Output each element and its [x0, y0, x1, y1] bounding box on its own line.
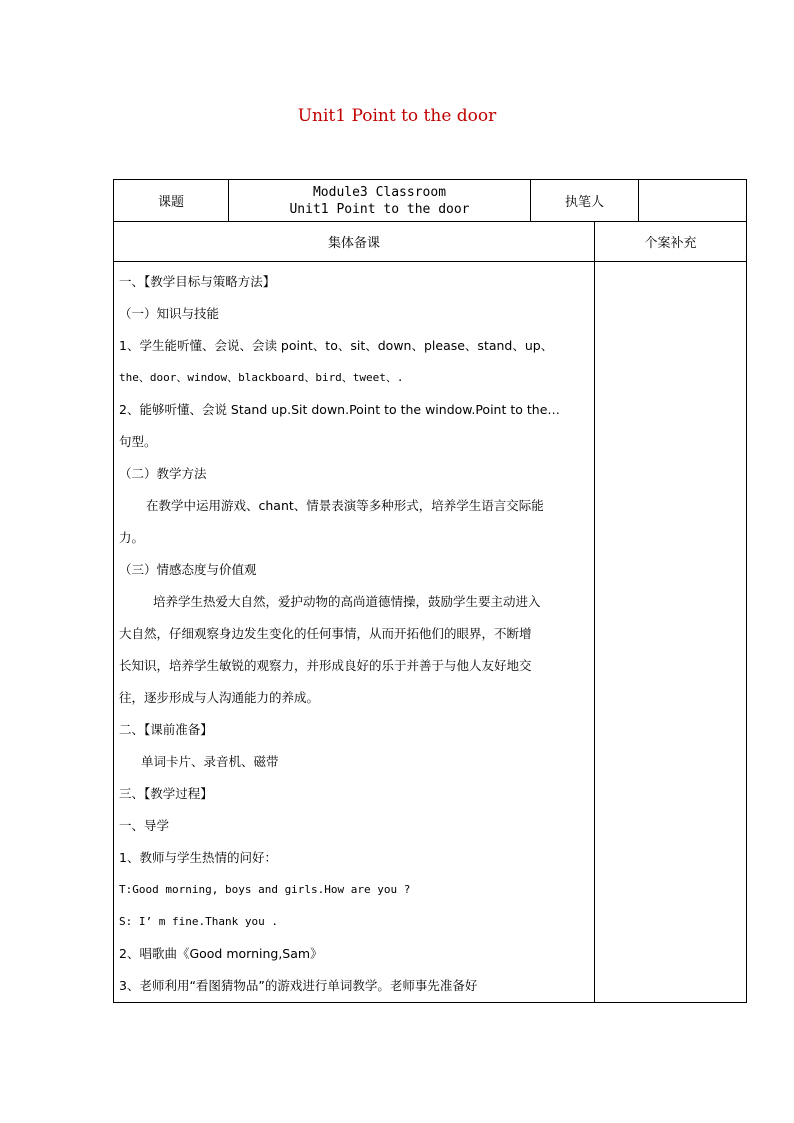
text-line: 单词卡片、录音机、磁带: [141, 754, 279, 769]
text-line: 一、【教学目标与策略方法】: [119, 274, 276, 289]
text-line: 长知识，培养学生敏锐的观察力，并形成良好的乐于并善于与他人友好地交: [119, 658, 532, 673]
text-line: the、door、window、blackboard、bird、tweet、.: [119, 371, 404, 384]
topic-label: 课题: [114, 180, 229, 222]
lesson-plan-table: [113, 179, 747, 1003]
text-line: 一、导学: [119, 818, 170, 833]
text-line: （三）情感态度与价值观: [119, 562, 257, 577]
document-title: Unit1 Point to the door: [297, 106, 497, 126]
text-line: （一）知识与技能: [119, 306, 220, 321]
content-row: [114, 262, 747, 1003]
text-line: 二、【课前准备】: [119, 722, 213, 737]
author-value: [639, 180, 747, 222]
text-line: 1、教师与学生热情的问好：: [119, 850, 277, 865]
personal-supplement-header: 个案补充: [595, 222, 747, 262]
text-line: 往，逐步形成与人沟通能力的养成。: [119, 690, 320, 705]
topic-line-1: Module3 Classroom: [312, 184, 447, 200]
header-row: [114, 180, 747, 222]
text-line: T:Good morning, boys and girls.How are you ?: [119, 883, 411, 896]
group-prep-header: 集体备课: [114, 222, 595, 262]
topic-line-2: Unit1 Point to the door: [289, 201, 470, 217]
text-line: 力。: [119, 530, 145, 545]
group-prep-content: [114, 262, 595, 1003]
text-line: （二）教学方法: [119, 466, 207, 481]
text-line: 2、唱歌曲《Good morning,Sam》: [119, 946, 323, 961]
text-line: 三、【教学过程】: [119, 786, 213, 801]
author-label: 执笔人: [531, 180, 639, 222]
text-line: 句型。: [119, 434, 157, 449]
text-line: S: I’ m fine.Thank you .: [119, 915, 278, 928]
text-line: 大自然，仔细观察身边发生变化的任何事情，从而开拓他们的眼界，不断增: [119, 626, 532, 641]
text-line: 在教学中运用游戏、chant、情景表演等多种形式，培养学生语言交际能: [146, 498, 544, 513]
personal-supplement-content: [595, 262, 747, 1003]
section-header-row: [114, 222, 747, 262]
text-line: 培养学生热爱大自然，爱护动物的高尚道德情操，鼓励学生要主动进入: [153, 594, 541, 609]
text-line: 2、能够听懂、会说 Stand up.Sit down.Point to the window.Point to the…: [119, 402, 560, 417]
text-line: 3、老师利用“看图猜物品”的游戏进行单词教学。老师事先准备好: [119, 978, 478, 993]
topic-value: [229, 180, 531, 222]
text-line: 1、学生能听懂、会说、会读 point、to、sit、down、please、stand、up、: [119, 338, 554, 353]
